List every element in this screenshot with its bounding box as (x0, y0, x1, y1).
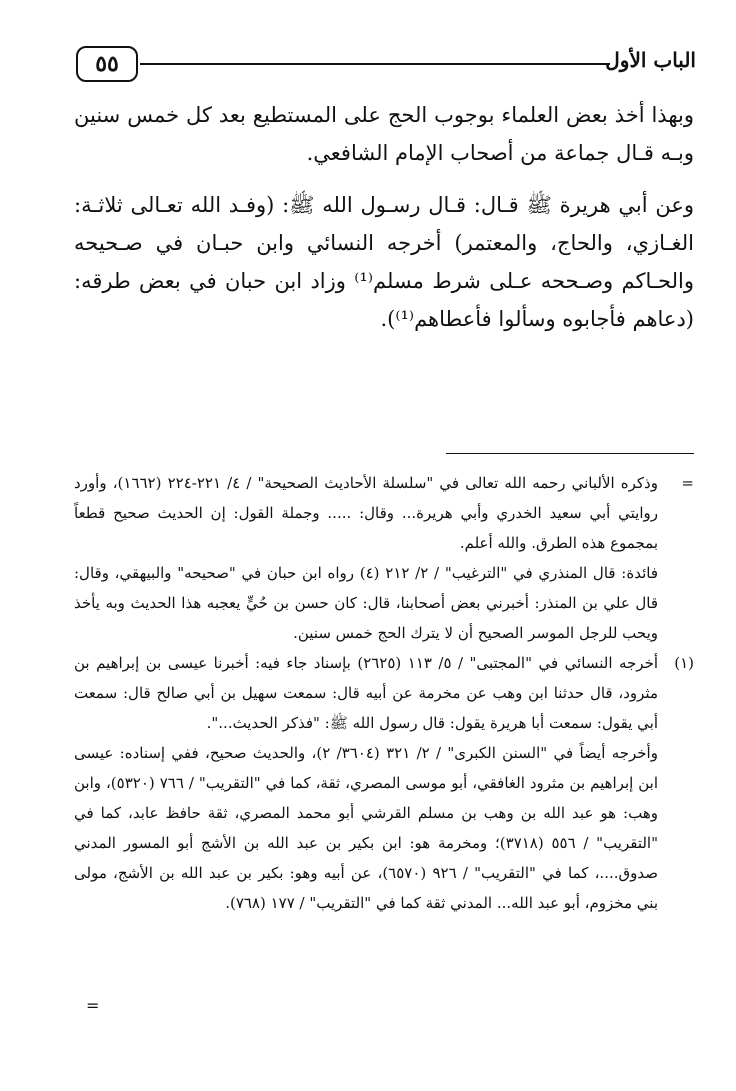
footnote-paragraph: وذكره الألباني رحمه الله تعالى في "سلسلة الأحاديث الصحيحة" / ٤/ ٢٢١-٢٢٤ (١٦٦٢)، وأورد روايتي أبي سعيد الخدري وأبي هريرة... وقال: ..... وجملة القول: إن الحديث صحيح قطعاً بمجموع هذه الطرق. والله أعلم. (74, 474, 658, 552)
continuation-mark: = (681, 474, 694, 492)
paragraph-2: وعن أبي هريرة ﷺ قـال: قـال رسـول الله ﷺ: (وفـد الله تعـالى ثلاثـة: الغـازي، والحاج، والمعتمر) أخرجه النسائي وابن حبـان في صـحيحه والحـاكم وصـححه عـلى شرط مسلم⁽¹⁾ وزاد ابن حبان في بعض طرقه: (دعاهم فأجابوه وسألوا فأعطاهم⁽¹⁾). (74, 193, 694, 331)
footnote-end-mark: = (86, 996, 100, 1015)
chapter-title: الباب الأول (605, 48, 696, 72)
page-number: ٥٥ (95, 51, 119, 77)
footnote-continuation (74, 468, 694, 648)
footnote-paragraph: أخرجه النسائي في "المجتبى" / ٥/ ١١٣ (٢٦٢٥) بإسناد جاء فيه: أخبرنا عيسى بن إبراهيم بن مثرود، قال حدثنا ابن وهب عن مخرمة عن أبيه قال: سمعت سهيل بن أبي صالح قال: سمعت أبي يقول: سمعت أبا هريرة يقول: قال رسول الله ﷺ: "فذكر الحديث...". (74, 654, 659, 732)
main-text (74, 96, 694, 338)
footnotes (74, 468, 694, 918)
footnote-separator (446, 453, 694, 454)
page-number-box (76, 46, 138, 82)
footnote-paragraph: فائدة: قال المنذري في "الترغيب" / ٢/ ٢١٢ (٤) رواه ابن حبان في "صحيحه" والبيهقي، وقال: قال علي بن المنذر: أخبرني بعض أصحابنا، قال: كان حسن بن حُيٍّ يعجبه هذا الحديث وبه يأخذ ويحب للرجل الموسر الصحيح أن لا يترك الحج خمس سنين. (74, 564, 658, 642)
footnote-1-marker: (١) (674, 654, 694, 672)
page-header (70, 46, 696, 86)
header-rule (140, 63, 610, 65)
footnote-1 (74, 648, 694, 918)
paragraph-1: وبهذا أخذ بعض العلماء بوجوب الحج على المستطيع بعد كل خمس سنين وبـه قـال جماعة من أصحاب الإمام الشافعي. (74, 103, 694, 165)
footnote-paragraph: وأخرجه أيضاً في "السنن الكبرى" / ٢/ ٣٢١ (٣٦٠٤/ ٢)، والحديث صحيح، ففي إسناده: عيسى ابن إبراهيم بن مثرود الغافقي، أبو موسى المصري، ثقة، كما في "التقريب" / ٧٦٦ (٥٣٢٠)، وابن وهب: هو عبد الله بن وهب بن مسلم القرشي أبو محمد المصري، ثقة حافظ عابد، كما في "التقريب" / ٥٥٦ (٣٧١٨)؛ ومخرمة هو: ابن بكير بن عبد الله بن الأشج أبو المسور المدني صدوق....، كما في "التقريب" / ٩٢٦ (٦٥٧٠)، عن أبيه وهو: بكير بن عبد الله بن الأشج، مولى بني مخزوم، أبو عبد الله... المدني ثقة كما في "التقريب" / ١٧٧ (٧٦٨). (74, 744, 659, 912)
